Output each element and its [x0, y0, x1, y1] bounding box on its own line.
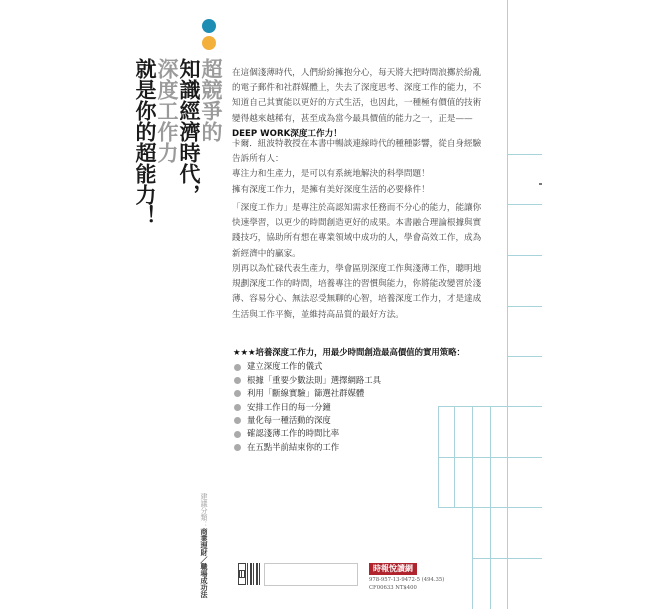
qr-code-icon — [238, 563, 260, 585]
orange-dot-icon — [202, 36, 216, 50]
isbn-info — [369, 576, 444, 592]
bullet-icon — [234, 404, 241, 411]
title-line-2: 知識經濟時代， — [177, 58, 201, 205]
strategy-heading: ★★★培養深度工作力，用最少時間創造最高價值的實用策略： — [233, 347, 465, 357]
list-item-label: 建立深度工作的儀式 — [247, 361, 323, 372]
deep-work-tagline: DEEP WORK深度工作力！ — [232, 128, 342, 139]
bullet-icon — [234, 417, 241, 424]
definition-text: 「深度工作力」是專注於高認知需求任務而不分心的能力，能讓你快速學習，以更少的時間創造更好的成果。本書融合理論根據與實踐技巧，協助所有想在專業領域中成功的人，學會高效工作，成為新經濟中的贏家。 — [232, 203, 482, 259]
barcode-box — [264, 563, 358, 586]
price-line: CF00633 NT$400 — [369, 585, 417, 591]
claim-2: 擁有深度工作力，是擁有美好深度生活的必要條件！ — [232, 184, 430, 195]
claim-1: 專注力和生產力，是可以有系統地解決的科學問題！ — [232, 169, 430, 180]
bullet-icon — [234, 444, 241, 451]
grid-line — [507, 154, 542, 155]
intro-paragraph — [232, 66, 482, 142]
grid-line — [472, 406, 473, 609]
bullet-icon — [234, 431, 241, 438]
definition-paragraph — [232, 201, 482, 262]
list-item-label: 在五點半前結束你的工作 — [247, 441, 340, 452]
intro-text: 在這個淺薄時代，人們紛紛擁抱分心，每天將大把時間浪擲於紛亂的電子郵件和社群媒體上，失去了深度思考、深度工作的能力，不知道自己其實能以更好的方式生活，也因此，一種極有價值的技術變得越來越稀有，甚至成為當今最具價值的能力之一，正是—— — [232, 68, 482, 124]
category-value: 商業理財／職場成功法 — [200, 528, 208, 598]
spine-mark — [539, 183, 542, 185]
grid-line — [438, 406, 439, 507]
isbn-line: 978-957-13-9472-5 (494.35) — [369, 577, 445, 583]
category-prefix: 建議分類： — [200, 493, 208, 528]
blue-dot-icon — [202, 19, 216, 33]
author-paragraph — [232, 137, 482, 198]
spine-line — [507, 0, 508, 609]
grid-line — [507, 356, 542, 357]
bullet-icon — [234, 377, 241, 384]
bullet-icon — [234, 364, 241, 371]
list-item-label: 根據「重要少數法則」選擇網路工具 — [247, 374, 381, 385]
title-line-4: 就是你的超能力！ — [133, 58, 157, 226]
list-item-label: 量化每一種活動的深度 — [247, 415, 331, 426]
publisher-logo: 時報悅讀網 — [369, 563, 417, 575]
list-item-label: 確認淺薄工作的時間比率 — [247, 428, 340, 439]
advice-paragraph — [232, 262, 482, 323]
grid-line — [490, 406, 491, 609]
advice-text: 別再以為忙碌代表生產力，學會區別深度工作與淺薄工作，聰明地規劃深度工作的時間，培養專注的習慣與能力，你將能改變習於淺薄、容易分心、無法忍受無聊的心智，培養深度工作力，才是達成生活與工作平衡，並維持高品質的最好方法。 — [232, 264, 482, 320]
list-item — [233, 360, 493, 373]
bullet-icon — [234, 390, 241, 397]
grid-line — [507, 204, 542, 205]
category-label — [199, 493, 208, 598]
list-item-label: 利用「斷線實驗」篩選社群媒體 — [247, 388, 365, 399]
grid-line — [454, 406, 455, 507]
title-line-1: 超競爭的 — [199, 58, 223, 142]
author-text: 卡爾．紐波特教授在本書中暢談連線時代的種種影響，從自身經驗告訴所有人： — [232, 139, 482, 165]
list-item — [233, 374, 493, 387]
list-item — [233, 387, 493, 400]
list-item-label: 安排工作日的每一分鐘 — [247, 401, 331, 412]
grid-line — [507, 306, 542, 307]
grid-line — [507, 255, 542, 256]
grid-line — [472, 558, 542, 559]
title-line-3: 深度工作力 — [155, 58, 179, 163]
